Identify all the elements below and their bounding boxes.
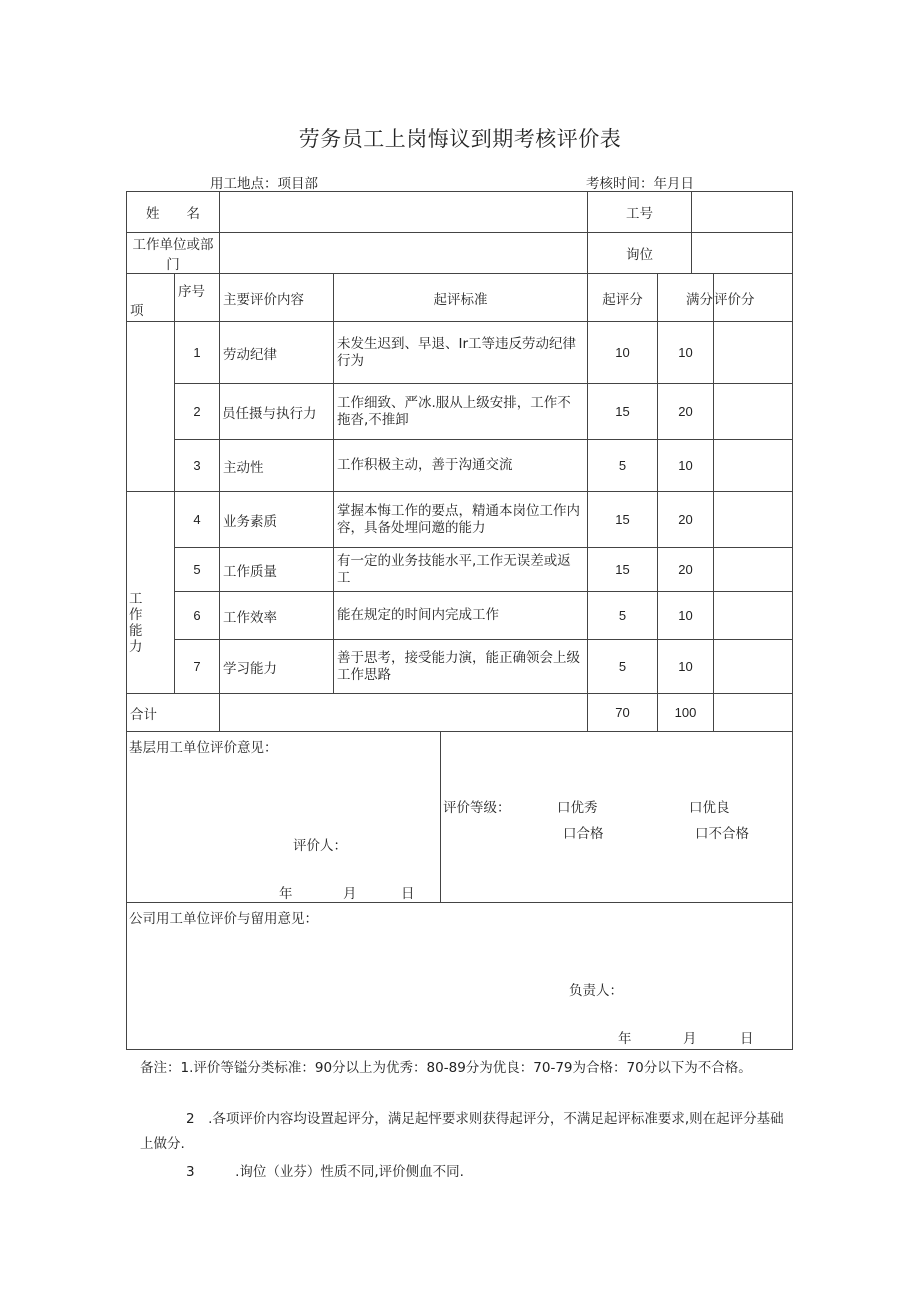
row-content: 业务素质 bbox=[220, 492, 334, 548]
row-full-score: 10 bbox=[658, 592, 714, 640]
row-full-score: 10 bbox=[658, 440, 714, 492]
note-1: 备注：1.评价等镒分类标准：90分以上为优秀：80-89分为优良：70-79为合格：70分以下为不合格。 bbox=[140, 1060, 752, 1076]
row-seq: 1 bbox=[175, 322, 220, 384]
row-eval-score[interactable] bbox=[714, 548, 793, 592]
row-start-score: 5 bbox=[588, 592, 658, 640]
total-full-score: 100 bbox=[658, 694, 714, 732]
name-field[interactable] bbox=[220, 192, 588, 233]
row-standard: 未发生迟到、早退、Ir工等违反劳动纪律行为 bbox=[334, 322, 588, 384]
col-standard: 起评标准 bbox=[334, 274, 588, 322]
row-content: 主动性 bbox=[220, 440, 334, 492]
row-seq: 7 bbox=[175, 640, 220, 694]
row-start-score: 5 bbox=[588, 440, 658, 492]
grassroots-day: 日 bbox=[401, 886, 415, 902]
row-content: 学习能力 bbox=[220, 640, 334, 694]
grade-pass-checkbox[interactable]: 口合格 bbox=[563, 826, 604, 842]
company-label: 公司用工单位评价与留用意见： bbox=[129, 911, 318, 927]
row-content: 工作效率 bbox=[220, 592, 334, 640]
row-seq: 3 bbox=[175, 440, 220, 492]
group-label: 工作能力 bbox=[129, 590, 143, 655]
row-standard: 工作积极主动，善于沟通交流 bbox=[334, 440, 588, 492]
grade-fail-checkbox[interactable]: 口不合格 bbox=[695, 826, 749, 842]
evaluator-label: 评价人： bbox=[293, 838, 347, 854]
row-eval-score[interactable] bbox=[714, 384, 793, 440]
row-start-score: 15 bbox=[588, 492, 658, 548]
row-seq: 5 bbox=[175, 548, 220, 592]
company-year: 年 bbox=[618, 1031, 632, 1047]
name-label: 姓 名 bbox=[127, 192, 220, 233]
row-content: 劳动纪律 bbox=[220, 322, 334, 384]
col-item: 项 bbox=[127, 274, 175, 322]
col-seq: 序号 bbox=[175, 274, 220, 322]
dept-label: 工作单位或部门 bbox=[127, 233, 220, 274]
row-start-score: 15 bbox=[588, 384, 658, 440]
post-field[interactable] bbox=[692, 233, 792, 273]
row-full-score: 10 bbox=[658, 322, 714, 384]
row-seq: 4 bbox=[175, 492, 220, 548]
row-content: 员任摄与执行力 bbox=[220, 384, 334, 440]
row-standard: 工作细致、严冰.服从上级安排，工作不拖沓,不推卸 bbox=[334, 384, 588, 440]
post-label: 询位 bbox=[588, 233, 692, 273]
responsible-label: 负责人： bbox=[569, 983, 623, 999]
grassroots-opinion[interactable] bbox=[127, 732, 441, 902]
row-full-score: 20 bbox=[658, 548, 714, 592]
grade-label: 评价等级： bbox=[443, 800, 511, 816]
row-start-score: 10 bbox=[588, 322, 658, 384]
row-eval-score[interactable] bbox=[714, 440, 793, 492]
grassroots-month: 月 bbox=[343, 886, 357, 902]
col-full-score: 满分 bbox=[658, 274, 714, 322]
grade-good-checkbox[interactable]: 口优良 bbox=[689, 800, 730, 816]
id-label: 工号 bbox=[588, 192, 692, 232]
row-standard: 掌握本悔工作的要点，精通本岗位工作内容，具备处埋问邀的能力 bbox=[334, 492, 588, 548]
total-label: 合计 bbox=[127, 694, 220, 732]
col-start-score: 起评分 bbox=[588, 274, 658, 322]
total-eval-score[interactable] bbox=[714, 694, 793, 732]
col-content: 主要评价内容 bbox=[220, 274, 334, 322]
row-standard: 能在规定的时间内完成工作 bbox=[334, 592, 588, 640]
work-location: 用工地点：项目部 bbox=[210, 176, 318, 192]
row-start-score: 5 bbox=[588, 640, 658, 694]
row-content: 工作质量 bbox=[220, 548, 334, 592]
note-3: 3 .询位（业芬）性质不同,评价侧血不同. bbox=[186, 1164, 464, 1180]
row-standard: 有一定的业务技能水平,工作无误差或返工 bbox=[334, 548, 588, 592]
group-label-cell bbox=[127, 492, 175, 694]
row-seq: 2 bbox=[175, 384, 220, 440]
grassroots-year: 年 bbox=[279, 886, 293, 902]
row-standard: 善于思考，接受能力演，能正确领会上级工作思路 bbox=[334, 640, 588, 694]
company-opinion[interactable] bbox=[127, 903, 793, 1050]
note-2: 2 .各项评价内容均设置起评分，满足起怦要求则获得起评分，不满足起评标准要求,则在起评分基础上做分. bbox=[140, 1111, 784, 1152]
id-cell bbox=[588, 192, 793, 233]
group-empty bbox=[127, 322, 175, 492]
row-start-score: 15 bbox=[588, 548, 658, 592]
row-eval-score[interactable] bbox=[714, 640, 793, 694]
assessment-time: 考核时间：年月日 bbox=[586, 176, 694, 192]
row-eval-score[interactable] bbox=[714, 592, 793, 640]
page-title: 劳务员工上岗悔议到期考核评价表 bbox=[298, 127, 622, 151]
opinion-cell bbox=[127, 732, 793, 903]
row-full-score: 20 bbox=[658, 384, 714, 440]
grade-excellent-checkbox[interactable]: 口优秀 bbox=[557, 800, 598, 816]
row-eval-score[interactable] bbox=[714, 492, 793, 548]
total-blank bbox=[220, 694, 588, 732]
post-cell bbox=[588, 233, 793, 274]
col-eval-score: 评价分 bbox=[714, 274, 793, 322]
evaluation-table bbox=[126, 191, 793, 1050]
row-full-score: 20 bbox=[658, 492, 714, 548]
row-eval-score[interactable] bbox=[714, 322, 793, 384]
row-full-score: 10 bbox=[658, 640, 714, 694]
id-field[interactable] bbox=[692, 192, 792, 232]
company-day: 日 bbox=[740, 1031, 754, 1047]
row-seq: 6 bbox=[175, 592, 220, 640]
total-start-score: 70 bbox=[588, 694, 658, 732]
dept-field[interactable] bbox=[220, 233, 588, 274]
grassroots-label: 基层用工单位评价意见： bbox=[129, 740, 278, 756]
company-month: 月 bbox=[683, 1031, 697, 1047]
